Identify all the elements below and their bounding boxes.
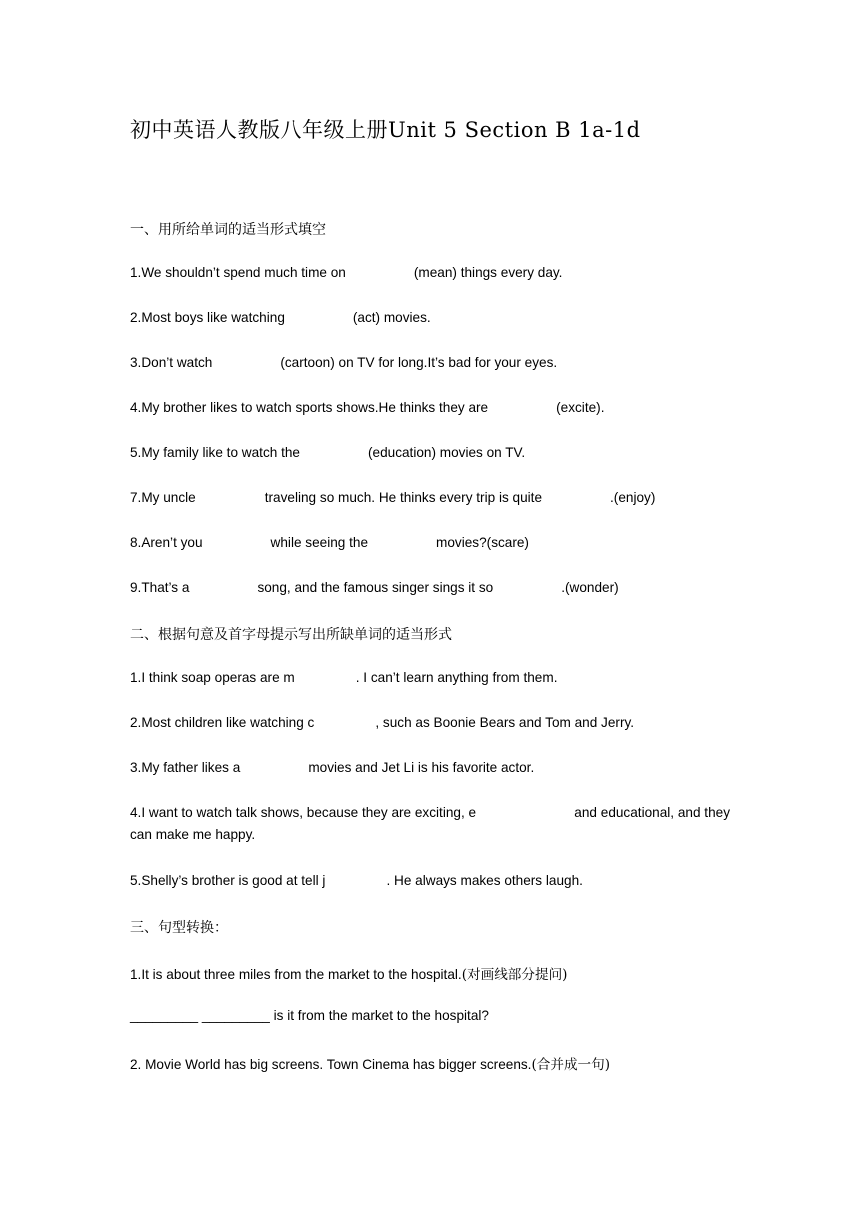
exercise-1-3: 3.Don’t watch (cartoon) on TV for long.It’s bad for your eyes. [130,355,558,370]
exercise-1-4: 4.My brother likes to watch sports shows.He thinks they are (excite). [130,400,605,415]
exercise-2-3: 3.My father likes a movies and Jet Li is his favorite actor. [130,760,535,775]
exercise-1-8: 8.Aren’t you while seeing the movies?(scare) [130,535,529,550]
exercise-2-2: 2.Most children like watching c , such as Boonie Bears and Tom and Jerry. [130,715,635,730]
exercise-1-1: 1.We shouldn’t spend much time on (mean) things every day. [130,265,563,280]
section-heading-2: 二、根据句意及首字母提示写出所缺单词的适当形式 [130,627,452,643]
exercise-3-1: 1.It is about three miles from the market to the hospital.(对画线部分提问) [130,967,568,983]
section-heading-1: 一、用所给单词的适当形式填空 [130,222,326,238]
exercise-2-5: 5.Shelly’s brother is good at tell j . He always makes others laugh. [130,873,583,888]
exercise-3-1-answer: _________ _________ is it from the market to the hospital? [130,1008,489,1023]
exercise-2-1: 1.I think soap operas are m . I can’t learn anything from them. [130,670,558,685]
section-heading-3: 三、句型转换： [130,920,228,936]
exercise-1-2: 2.Most boys like watching (act) movies. [130,310,431,325]
exercise-3-2: 2. Movie World has big screens. Town Cinema has bigger screens.(合并成一句) [130,1057,611,1073]
page-title: 初中英语人教版八年级上册Unit 5 Section B 1a-1d [130,118,641,142]
exercise-1-7: 7.My uncle traveling so much. He thinks every trip is quite .(enjoy) [130,490,656,505]
exercise-2-4: 4.I want to watch talk shows, because they are exciting, e and educational, and they can make me happy. [130,805,730,842]
exercise-1-5: 5.My family like to watch the (education) movies on TV. [130,445,526,460]
exercise-1-9: 9.That’s a song, and the famous singer sings it so .(wonder) [130,580,619,595]
